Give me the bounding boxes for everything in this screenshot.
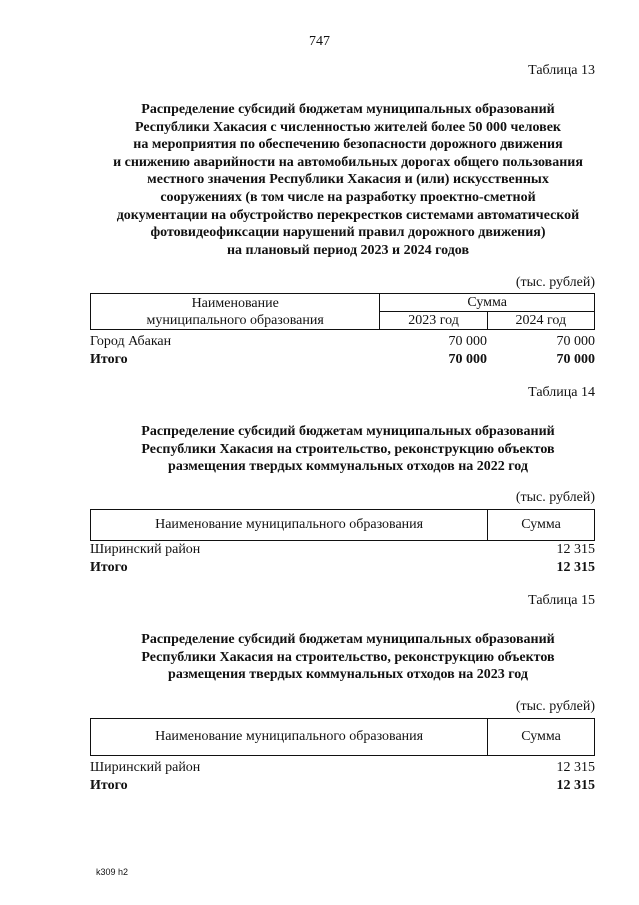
row-value-2023: 70 000: [448, 334, 487, 349]
row-name: Ширинский район: [90, 760, 201, 775]
total-value-2023: 70 000: [448, 352, 487, 367]
total-row: [90, 352, 595, 370]
table-row: [90, 334, 595, 352]
table-row: [90, 760, 595, 778]
total-value: 12 315: [556, 560, 595, 575]
table-13-label: Таблица 13: [528, 63, 595, 78]
header-name-cell: Наименование муниципального образования: [91, 719, 488, 756]
units-label: (тыс. рублей): [515, 699, 595, 714]
table-15-header: [90, 718, 595, 756]
header-sum-cell: Сумма: [380, 294, 595, 312]
total-name: Итого: [90, 560, 128, 575]
title-line: на плановый период 2023 и 2024 годов: [226, 242, 470, 258]
table-row: [90, 542, 595, 560]
title-line: местного значения Республики Хакасия и (или) искусственных: [147, 172, 549, 188]
title-line: Распределение субсидий бюджетам муниципальных образований: [141, 632, 555, 647]
table-15-label: Таблица 15: [528, 593, 595, 608]
total-value: 12 315: [556, 778, 595, 793]
units-label: (тыс. рублей): [515, 275, 595, 290]
title-line: Республики Хакасия на строительство, реконструкцию объектов: [141, 649, 555, 665]
title-line: Республики Хакасия с численностью жителей более 50 000 человек: [135, 119, 561, 135]
page-number: 747: [309, 34, 330, 49]
title-line: размещения твердых коммунальных отходов на 2023 год: [168, 667, 528, 683]
table-13-title: [78, 101, 618, 259]
table-14-title: [78, 423, 618, 476]
title-line: сооружениях (в том числе на разработку проектно-сметной: [160, 189, 536, 205]
title-line: размещения твердых коммунальных отходов на 2022 год: [168, 459, 528, 475]
table-13-header: [90, 293, 595, 330]
header-name-line1: Наименование: [191, 295, 279, 311]
header-sum-cell: Сумма: [488, 719, 595, 756]
row-value: 12 315: [556, 760, 595, 775]
table-15-title: [78, 631, 618, 684]
units-label: (тыс. рублей): [515, 490, 595, 505]
header-year-2023: 2023 год: [380, 312, 487, 330]
row-name: Город Абакан: [90, 334, 172, 349]
table-14-header: [90, 509, 595, 541]
total-row: [90, 778, 595, 796]
total-row: [90, 560, 595, 578]
footer-code: k309 h2: [96, 867, 129, 877]
header-year-2024: 2024 год: [487, 312, 594, 330]
title-line: и снижению аварийности на автомобильных дорогах общего пользования: [113, 154, 583, 170]
title-line: Распределение субсидий бюджетам муниципальных образований: [141, 102, 555, 117]
total-value-2024: 70 000: [556, 352, 595, 367]
total-name: Итого: [90, 352, 128, 367]
title-line: Распределение субсидий бюджетам муниципальных образований: [141, 424, 555, 439]
header-name-cell: Наименование муниципального образования: [91, 510, 488, 541]
title-line: Республики Хакасия на строительство, реконструкцию объектов: [141, 441, 555, 457]
row-name: Ширинский район: [90, 542, 201, 557]
table-14-label: Таблица 14: [528, 385, 595, 400]
header-name-line2: муниципального образования: [146, 312, 324, 328]
header-name-cell: [91, 294, 380, 330]
title-line: на мероприятия по обеспечению безопасности дорожного движения: [133, 137, 563, 153]
row-value-2024: 70 000: [556, 334, 595, 349]
title-line: документации на обустройство перекрестков системами автоматической: [116, 207, 580, 223]
total-name: Итого: [90, 778, 128, 793]
row-value: 12 315: [556, 542, 595, 557]
header-sum-cell: Сумма: [488, 510, 595, 541]
title-line: фотовидеофиксации нарушений правил дорожного движения): [150, 225, 546, 241]
